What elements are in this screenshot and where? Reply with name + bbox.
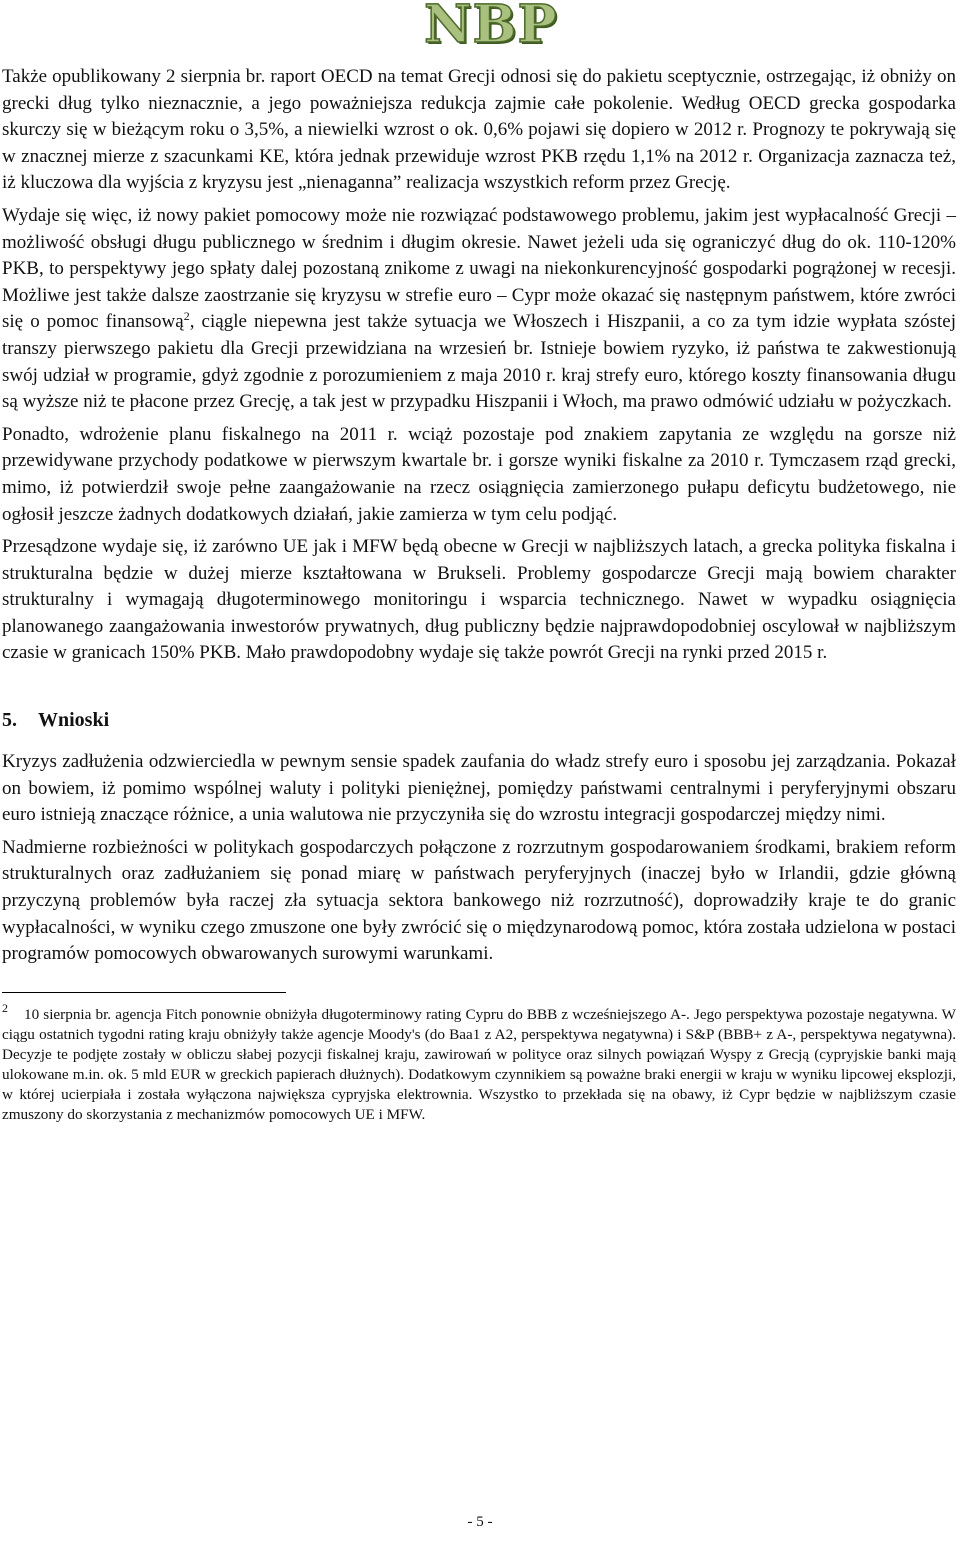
paragraph-conclusions-1: Kryzys zadłużenia odzwierciedla w pewnym sensie spadek zaufania do władz strefy euro i sposobu jej zarządzania. Pokazał on bowiem, iż pomimo wspólnej waluty i polityki pieniężnej, pomiędzy państwami centralnymi i peryferyjnymi obszaru euro istnieją znaczące różnice, a unia walutowa nie przyczyniła się do wzrostu integracji gospodarczej między nimi. [2,751,956,826]
document-body [2,64,956,1125]
paragraph-solvency-part-2: , ciągle niepewna jest także sytuacja we Włoszech i Hiszpanii, a co za tym idzie wypłata szóstej transzy pierwszego pakietu dla Grecji przewidziana na wrzesień br. Istnieje bowiem ryzyko, iż państwa te zakwestionują swój udział w programie, gdyż zgodnie z porozumieniem z maja 2010 r. kraj strefy euro, którego koszty finansowania długu są wyższe niż te płacone przez Grecję, a tak jest w przypadku Hiszpanii i Włoch, ma prawo odmówić udziału w pożyczkach. [2,311,956,413]
paragraph-solvency [2,203,956,416]
section-title: Wnioski [38,709,110,732]
footnote: $^2$ 10 sierpnia br. agencja Fitch ponownie obniżyła długoterminowy rating Cypru do BBB z wcześniejszego A-. Jego perspektywa pozostaje negatywna. W ciągu ostatnich tygodni rating kraju obniżyły także agencje Moody's (do Baa1 z A2, perspektywa negatywna) i S&P (BBB+ z A-, perspektywa negatywna). Decyzje te podjęte zostały w obliczu słabej pozycji fiskalnej kraju, zawirowań w polityce oraz silnych powiązań Wyspy z Grecją (cypryjskie banki mają ulokowane m.in. ok. 5 mld EUR w greckich papierach dłużnych). Dodatkowym czynnikiem są poważne braki energii w kraju w wyniku lipcowej eksplozji, w której ucierpiała i została wyłączona największa cypryjska elektrownia. Wszystko to przekłada się na obawy, iż Cypr będzie w najbliższym czasie zmuszony do skorzystania z mechanizmów pomocowych UE i MFW. [2,1000,956,1123]
paragraph-fiscal-plan: Ponadto, wdrożenie planu fiskalnego na 2011 r. wciąż pozostaje pod znakiem zapytania ze względu na gorsze niż przewidywane przychody podatkowe w pierwszym kwartale br. i gorsze wyniki fiskalne za 2010 r. Tymczasem rząd grecki, mimo, iż potwierdził swoje pełne zaangażowanie na rzecz osiągnięcia zamierzonego pułapu deficytu budżetowego, nie ogłosił jeszcze żadnych dodatkowych działań, jakie zamierza w tym celu podjąć. [2,423,956,525]
footnote-divider [2,992,286,993]
page-number: - 5 - [467,1514,493,1530]
paragraph-solvency-part-1: Wydaje się więc, iż nowy pakiet pomocowy może nie rozwiązać podstawowego problemu, jakim jest wypłacalność Grecji – możliwość obsługi długu publicznego w średnim i długim okresie. Nawet jeżeli uda się ograniczyć dług do ok. 110-120% PKB, to perspektywy jego spłaty dalej pozostaną znikome z uwagi na niekonkurencyjność gospodarki pogrążonej w recesji. Możliwe jest także dalsze zaostrzanie się kryzysu w strefie euro – Cypr może okazać się następnym państwem, które zwróci się o pomoc finansową [2,204,956,333]
section-number: 5. [2,709,17,732]
nbp-logo: NBP [424,0,558,55]
footnote-text: 10 sierpnia br. agencja Fitch ponownie obniżyła długoterminowy rating Cypru do BBB z wcześniejszego A-. Jego perspektywa pozostaje negatywna. W ciągu ostatnich tygodni rating kraju obniżyły także agencje Moody's (do Baa1 z A2, perspektywa negatywna) i S&P (BBB+ z A-, perspektywa negatywna). Decyzje te podjęte zostały w obliczu słabej pozycji fiskalnej kraju, zawirowań w polityce oraz silnych powiązań Wyspy z Grecją (cypryjskie banki mają ulokowane m.in. ok. 5 mld EUR w greckich papierach dłużnych). Dodatkowym czynnikiem są poważne braki energii w kraju w wyniku lipcowej eksplozji, w której ucierpiała i została wyłączona największa cypryjska elektrownia. Wszystko to przekłada się na obawy, iż Cypr będzie w najbliższym czasie zmuszony do skorzystania z mechanizmów pomocowych UE i MFW. [2,1005,956,1123]
section-heading [2,707,956,733]
paragraph-oecd-report: Także opublikowany 2 sierpnia br. raport OECD na temat Grecji odnosi się do pakietu sceptycznie, ostrzegając, iż obniży on grecki dług tylko nieznacznie, a jego poważniejsza redukcja zajmie całe pokolenie. Według OECD grecka gospodarka skurczy się w bieżącym roku o 3,5%, a niewielki wzrost o ok. 0,6% pojawi się dopiero w 2012 r. Prognozy te pokrywają się w znacznej mierze z szacunkami KE, która jednak przewiduje wzrost PKB rzędu 1,1% na 2012 r. Organizacja zaznacza też, iż kluczowa dla wyjścia z kryzysu jest „nienaganna” realizacja wszystkich reform przez Grecję. [2,66,956,194]
footnote-reference[interactable]: 2 [183,309,190,324]
paragraph-conclusions-2: Nadmierne rozbieżności w politykach gospodarczych połączone z rozrzutnym gospodarowaniem środkami, brakiem reform strukturalnych oraz zadłużaniem się ponad miarę w państwach peryferyjnych (inaczej było w Irlandii, gdzie główną przyczyną problemów była raczej zła sytuacja sektora bankowego niż rozrzutność), doprowadziły kraje te do granic wypłacalności, w wyniku czego zmuszone one były zwrócić się o międzynarodową pomoc, która została udzielona w postaci programów pomocowych obwarowanych surowymi warunkami. [2,836,956,965]
paragraph-eu-imf-presence: Przesądzone wydaje się, iż zarówno UE jak i MFW będą obecne w Grecji w najbliższych latach, a grecka polityka fiskalna i strukturalna będzie w dużej mierze kształtowana w Brukseli. Problemy gospodarcze Grecji mają bowiem charakter strukturalny i wymagają długoterminowego monitoringu i wsparcia technicznego. Nawet w wypadku osiągnięcia planowanego zaangażowania inwestorów prywatnych, dług publiczny będzie najprawdopodobniej oscylował w najbliższym czasie w granicach 150% PKB. Mało prawdopodobny wydaje się także powrót Grecji na rynki przed 2015 r. [2,536,956,664]
